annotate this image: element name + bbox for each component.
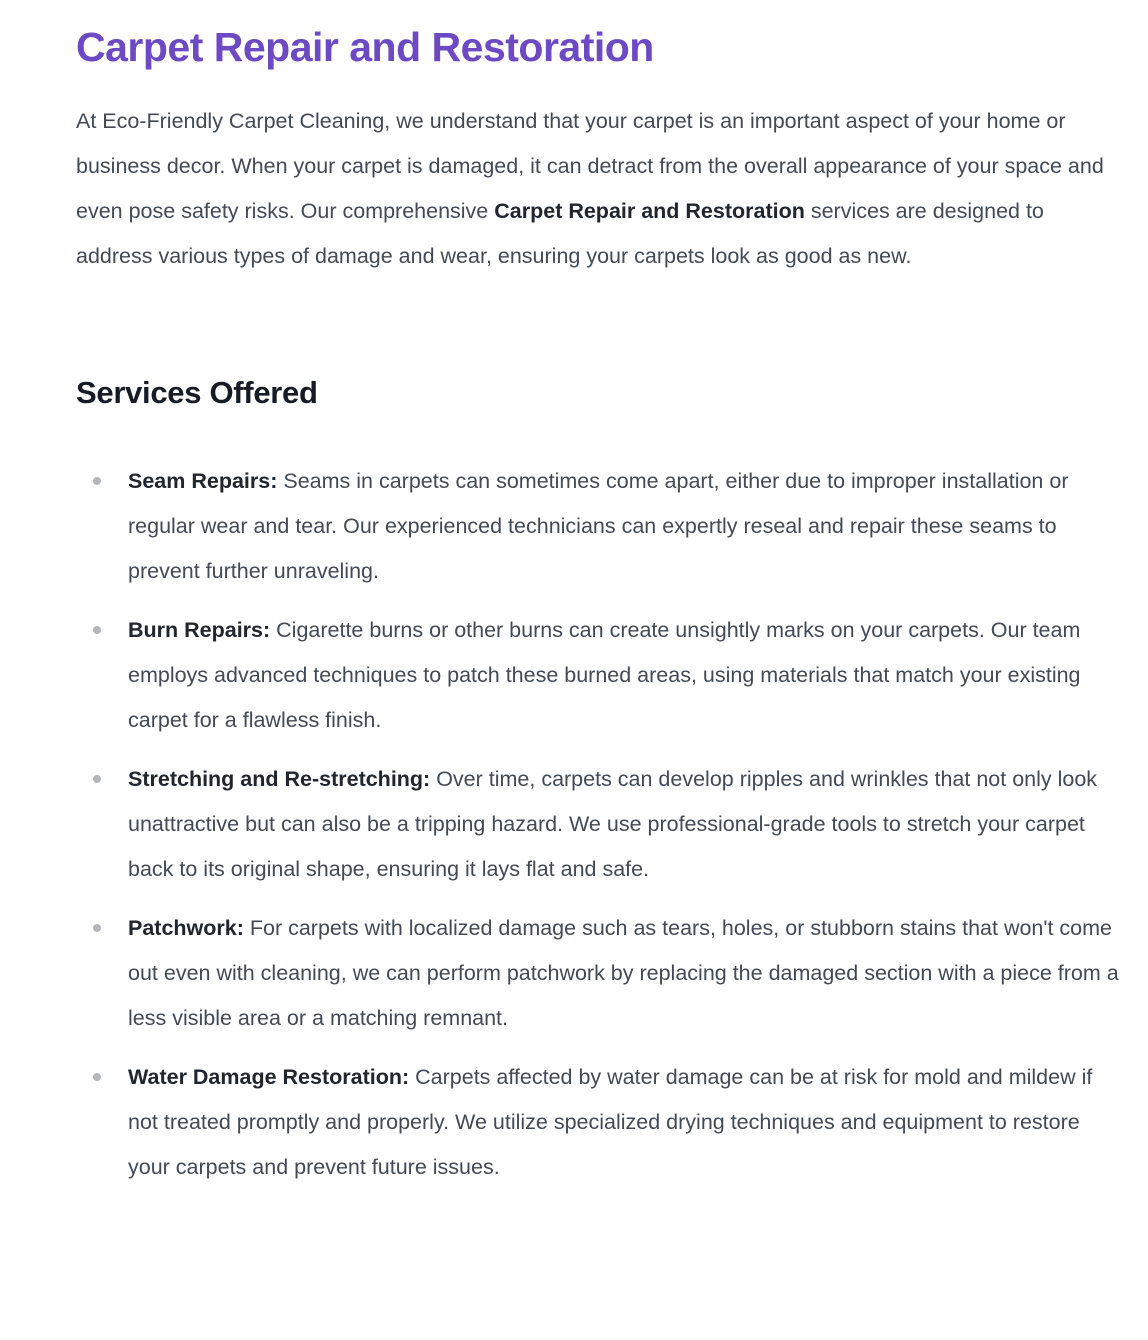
intro-paragraph (76, 99, 1120, 279)
bullet-icon (93, 477, 101, 485)
services-offered-heading: Services Offered (76, 375, 318, 411)
list-item-water-damage (76, 1055, 1120, 1190)
bullet-icon (93, 924, 101, 932)
service-description: For carpets with localized damage such as tears, holes, or stubborn stains that won't come out even with cleaning, we can perform patchwork by replacing the damaged section with a piece from a less visible area or a matching remnant. (128, 916, 1119, 1031)
service-term: Stretching and Re-stretching: (128, 767, 431, 792)
intro-bold-phrase: Carpet Repair and Restoration (494, 199, 805, 224)
service-description: Cigarette burns or other burns can create unsightly marks on your carpets. Our team employs advanced techniques to patch these burned areas, using materials that match your existing carpet for a flawless finish. (128, 618, 1081, 733)
list-item-patchwork (76, 906, 1120, 1041)
list-item-stretching (76, 757, 1120, 892)
bullet-icon (93, 1073, 101, 1081)
intro-text-lead: At Eco-Friendly Carpet Cleaning, we understand that your carpet is an important aspect of your home or business decor. When your carpet is damaged, it can detract from the overall appearance of your space and even pose safety risks. Our comprehensive (76, 109, 1104, 224)
service-term: Seam Repairs: (128, 469, 278, 494)
service-term: Patchwork: (128, 916, 244, 941)
list-item-seam-repairs (76, 459, 1120, 594)
list-item-burn-repairs (76, 608, 1120, 743)
services-list (76, 459, 1120, 1190)
service-term: Water Damage Restoration: (128, 1065, 410, 1090)
service-term: Burn Repairs: (128, 618, 271, 643)
service-description: Over time, carpets can develop ripples and wrinkles that not only look unattractive but can also be a tripping hazard. We use professional-grade tools to stretch your carpet back to its original shape, ensuring it lays flat and safe. (128, 767, 1098, 882)
bullet-icon (93, 626, 101, 634)
service-description: Carpets affected by water damage can be at risk for mold and mildew if not treated promptly and properly. We utilize specialized drying techniques and equipment to restore your carpets and prevent future issues. (128, 1065, 1093, 1180)
intro-text-tail: services are designed to address various types of damage and wear, ensuring your carpets look as good as new. (76, 199, 1044, 269)
page-title: Carpet Repair and Restoration (76, 24, 654, 70)
service-description: Seams in carpets can sometimes come apart, either due to improper installation or regular wear and tear. Our experienced technicians can expertly reseal and repair these seams to prevent further unraveling. (128, 469, 1069, 584)
bullet-icon (93, 775, 101, 783)
